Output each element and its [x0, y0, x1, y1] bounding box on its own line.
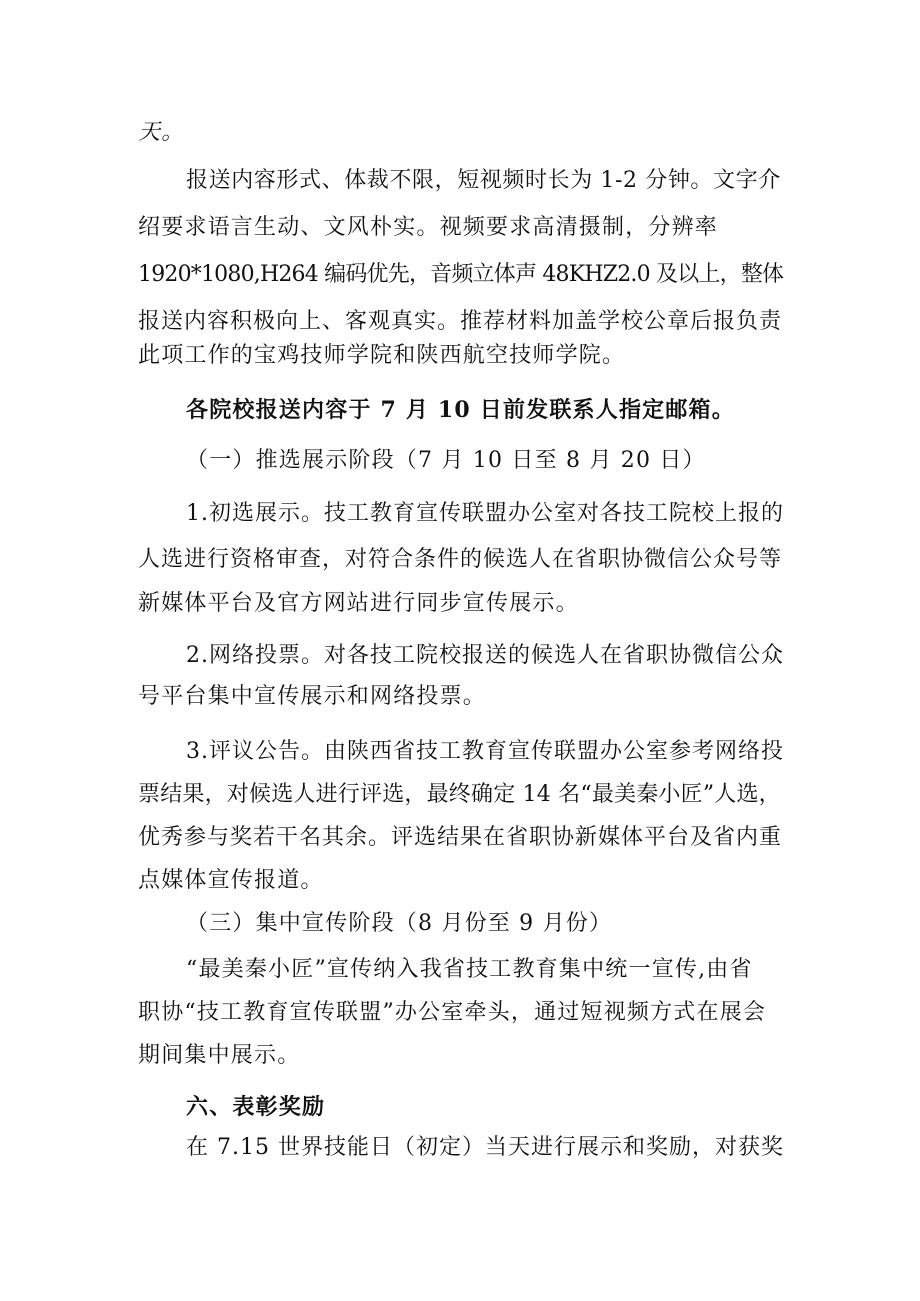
text-line: 1.初选展示。技工教育宣传联盟办公室对各技工院校上报的	[186, 501, 784, 526]
text-line: 绍要求语言生动、文风朴实。视频要求高清摄制，分辨率	[138, 215, 719, 240]
text-line: 号平台集中宣传展示和网络投票。	[138, 684, 487, 709]
section-heading: （三）集中宣传阶段（8 月份至 9 月份）	[186, 911, 613, 936]
text-line: 点媒体宣传报道。	[138, 868, 324, 893]
text-line: 职协“技工教育宣传联盟”办公室牵头，通过短视频方式在展会	[138, 1000, 767, 1025]
text-line: 报送内容积极向上、客观真实。推荐材料加盖学校公章后报负责	[138, 309, 783, 334]
text-line: 票结果，对候选人进行评选，最终确定 14 名“最美秦小匠”人选，	[138, 782, 781, 807]
text-line: 2.网络投票。对各技工院校报送的候选人在省职协微信公众	[186, 643, 784, 668]
text-line: 新媒体平台及官方网站进行同步宣传展示。	[138, 591, 579, 616]
text-line: 1920*1080,H264 编码优先，音频立体声 48KHZ2.0 及以上，整体	[138, 262, 784, 287]
text-line: “最美秦小匠”宣传纳入我省技工教育集中统一宣传,由省	[186, 957, 753, 982]
text-line: 期间集中展示。	[138, 1043, 301, 1068]
text-line: 人选进行资格审查，对符合条件的候选人在省职协微信公众号等	[138, 547, 783, 572]
text-line: 优秀参与奖若干名其余。评选结果在省职协新媒体平台及省内重	[138, 825, 783, 850]
section-heading-awards: 六、表彰奖励	[186, 1094, 326, 1120]
bold-notice-line: 各院校报送内容于 7 月 10 日前发联系人指定邮箱。	[186, 397, 735, 423]
text-line: 3.评议公告。由陕西省技工教育宣传联盟办公室参考网络投	[186, 739, 784, 764]
text-line: 在 7.15 世界技能日（初定）当天进行展示和奖励，对获奖	[186, 1135, 784, 1160]
text-line: 天。	[138, 120, 185, 145]
section-heading: （一）推选展示阶段（7 月 10 日至 8 月 20 日）	[186, 448, 706, 473]
text-line: 此项工作的宝鸡技师学院和陕西航空技师学院。	[138, 343, 626, 368]
text-line: 报送内容形式、体裁不限，短视频时长为 1-2 分钟。文字介	[186, 168, 781, 193]
